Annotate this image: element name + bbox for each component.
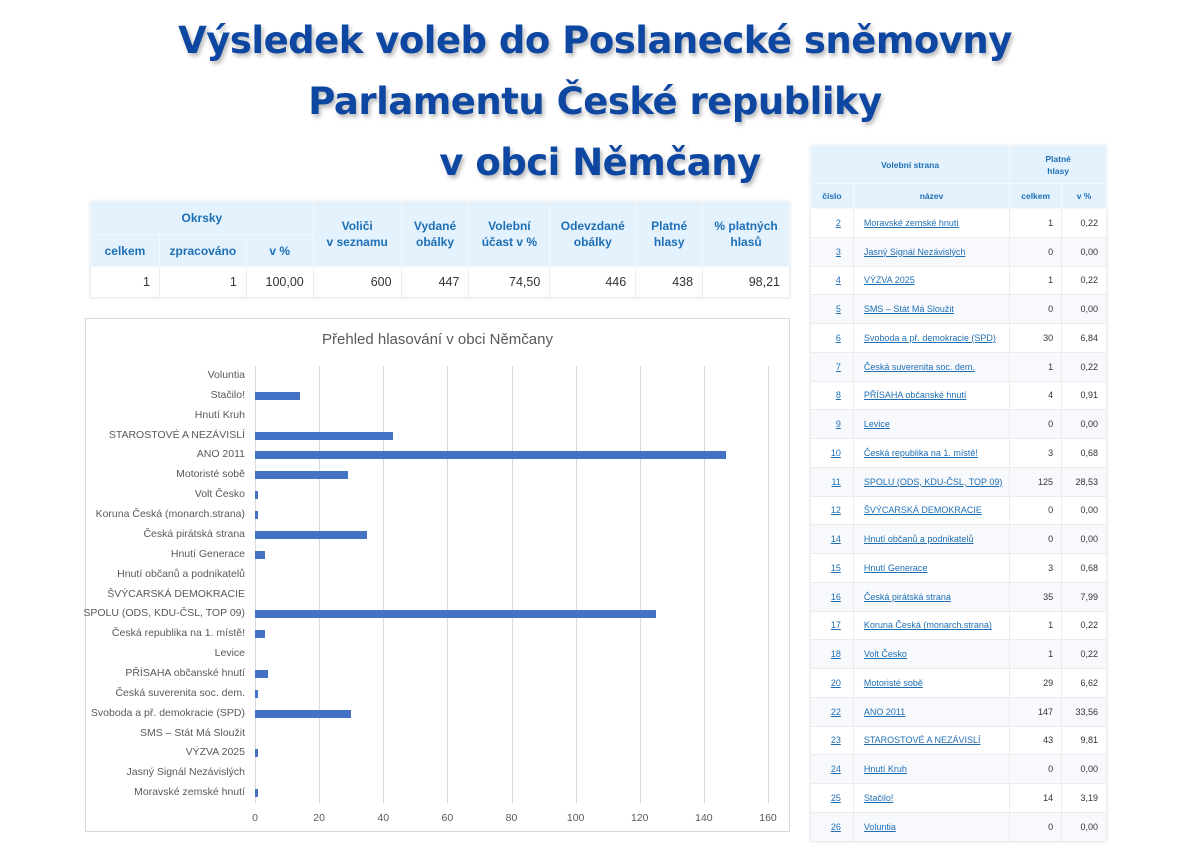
header-pct: v % xyxy=(1062,184,1107,209)
bar xyxy=(255,670,268,678)
bar xyxy=(255,690,258,698)
votes-total: 147 xyxy=(1010,697,1062,726)
bar xyxy=(255,392,300,400)
party-name-cell xyxy=(853,381,1009,410)
votes-pct: 0,00 xyxy=(1062,237,1107,266)
party-number-link[interactable]: 12 xyxy=(830,505,841,516)
party-number-cell xyxy=(811,640,854,669)
party-number-link[interactable]: 3 xyxy=(835,246,841,257)
title-line-1: Výsledek voleb do Poslanecké sněmovny xyxy=(178,19,1012,62)
bar xyxy=(255,432,393,440)
party-number-cell xyxy=(811,266,854,295)
category-label: Volt Česko xyxy=(194,488,245,501)
header-platne: Platné hlasy xyxy=(636,202,703,267)
party-name-cell xyxy=(853,410,1009,439)
party-name-link[interactable]: Stačilo! xyxy=(863,792,894,803)
party-number-link[interactable]: 17 xyxy=(830,620,841,631)
plot-area xyxy=(83,366,768,803)
table-row xyxy=(811,669,1107,698)
votes-pct: 0,22 xyxy=(1062,640,1107,669)
category-label: Levice xyxy=(214,647,245,660)
bar xyxy=(255,789,258,797)
category-label: Svoboda a př. demokracie (SPD) xyxy=(90,706,245,719)
category-label: Moravské zemské hnutí xyxy=(134,786,245,799)
party-number-cell xyxy=(811,582,854,611)
votes-pct: 9,81 xyxy=(1062,726,1107,755)
x-tick-label: 0 xyxy=(252,812,258,824)
header-strana: Volební strana xyxy=(811,146,1010,184)
category-label: STAROSTOVÉ A NEZÁVISLÍ xyxy=(108,428,245,441)
party-number-link[interactable]: 16 xyxy=(830,591,841,602)
category-label: ŠVÝCARSKÁ DEMOKRACIE xyxy=(107,587,245,600)
votes-pct: 0,22 xyxy=(1062,266,1107,295)
chart-category xyxy=(176,465,768,485)
header-odevzdane: Odevzdané obálky xyxy=(550,202,636,267)
category-label: Koruna Česká (monarch.strana) xyxy=(95,508,245,521)
party-number-cell xyxy=(811,812,854,841)
votes-total: 3 xyxy=(1010,554,1062,583)
party-name-link[interactable]: Motoristé sobě xyxy=(863,677,923,688)
chart-category xyxy=(196,445,768,465)
chart-category xyxy=(194,406,768,426)
chart-category xyxy=(95,505,768,525)
votes-pct: 0,00 xyxy=(1062,812,1107,841)
chart-category xyxy=(207,366,768,386)
party-name-link[interactable]: PŘÍSAHA občanské hnutí xyxy=(863,390,967,401)
category-label: Česká republika na 1. místě! xyxy=(111,627,245,640)
header-okrsky: Okrsky xyxy=(91,202,314,235)
party-number-link[interactable]: 2 xyxy=(835,217,841,228)
party-name-link[interactable]: Jasný Signál Nezávislých xyxy=(863,246,966,257)
party-number-link[interactable]: 22 xyxy=(830,706,841,717)
party-number-link[interactable]: 7 xyxy=(835,361,841,372)
header-okrsky-zpracovano: zpracováno xyxy=(159,235,246,267)
party-name-cell xyxy=(853,726,1009,755)
votes-total: 1 xyxy=(1010,352,1062,381)
x-tick-label: 80 xyxy=(505,812,518,824)
votes-pct: 6,62 xyxy=(1062,669,1107,698)
party-number-cell xyxy=(811,784,854,813)
party-number-cell xyxy=(811,352,854,381)
votes-total: 0 xyxy=(1010,812,1062,841)
table-row xyxy=(811,352,1107,381)
party-name-link[interactable]: Levice xyxy=(863,419,890,430)
x-tick-label: 20 xyxy=(313,812,325,824)
chart-category xyxy=(194,485,768,505)
party-name-cell xyxy=(853,640,1009,669)
party-name-link[interactable]: Koruna Česká (monarch.strana) xyxy=(863,620,992,631)
party-number-link[interactable]: 20 xyxy=(830,677,841,688)
votes-total: 0 xyxy=(1010,755,1062,784)
party-number-cell xyxy=(811,611,854,640)
votes-pct: 0,00 xyxy=(1062,496,1107,525)
votes-total: 125 xyxy=(1010,467,1062,496)
votes-total: 0 xyxy=(1010,295,1062,324)
header-nazev: název xyxy=(853,184,1009,209)
table-row xyxy=(811,209,1107,238)
party-number-link[interactable]: 10 xyxy=(830,447,841,458)
party-name-link[interactable]: VÝZVA 2025 xyxy=(863,275,915,286)
votes-total: 1 xyxy=(1010,640,1062,669)
title-line-2: Parlamentu České republiky xyxy=(308,80,882,123)
okrsky-celkem: 1 xyxy=(91,267,160,298)
party-name-cell xyxy=(853,784,1009,813)
table-row xyxy=(811,266,1107,295)
party-name-cell xyxy=(853,554,1009,583)
category-label: SMS – Stát Má Sloužit xyxy=(139,726,245,739)
table-row xyxy=(811,237,1107,266)
x-tick-label: 60 xyxy=(441,812,454,824)
votes-pct: 0,00 xyxy=(1062,525,1107,554)
party-name-cell xyxy=(853,352,1009,381)
party-number-link[interactable]: 26 xyxy=(830,821,841,832)
party-number-link[interactable]: 23 xyxy=(830,735,841,746)
chart-category xyxy=(90,704,768,724)
header-okrsky-pct: v % xyxy=(246,235,313,267)
category-label: Stačilo! xyxy=(210,388,245,401)
votes-pct: 0,22 xyxy=(1062,352,1107,381)
party-name-cell xyxy=(853,295,1009,324)
odevzdane: 446 xyxy=(550,267,636,298)
table-row xyxy=(811,784,1107,813)
category-label: Motoristé sobě xyxy=(176,468,245,481)
header-ucast: Volební účast v % xyxy=(469,202,550,267)
chart-category xyxy=(210,386,768,406)
bar-chart xyxy=(85,318,790,832)
votes-pct: 0,68 xyxy=(1062,439,1107,468)
party-number-cell xyxy=(811,237,854,266)
table-row xyxy=(811,726,1107,755)
table-row xyxy=(811,410,1107,439)
x-tick-label: 120 xyxy=(630,812,649,824)
chart-title: Přehled hlasování v obci Němčany xyxy=(322,331,553,348)
party-name-link[interactable]: Svoboda a př. demokracie (SPD) xyxy=(863,332,996,343)
votes-pct: 0,00 xyxy=(1062,755,1107,784)
party-number-link[interactable]: 8 xyxy=(835,390,841,401)
votes-total: 3 xyxy=(1010,439,1062,468)
volici: 600 xyxy=(313,267,401,298)
party-name-link[interactable]: Hnutí Generace xyxy=(863,562,928,573)
results-table xyxy=(810,145,1107,842)
table-row xyxy=(811,295,1107,324)
table-row xyxy=(811,381,1107,410)
header-pct-platnych: % platných hlasů xyxy=(703,202,790,267)
votes-total: 29 xyxy=(1010,669,1062,698)
table-row xyxy=(811,582,1107,611)
chart-category xyxy=(125,664,768,684)
vydane: 447 xyxy=(401,267,469,298)
party-name-cell xyxy=(853,324,1009,353)
party-name-link[interactable]: Česká pirátská strana xyxy=(863,591,951,602)
bar xyxy=(255,491,258,499)
chart-category xyxy=(108,426,768,446)
header-cislo: číslo xyxy=(811,184,854,209)
votes-pct: 0,68 xyxy=(1062,554,1107,583)
party-number-link[interactable]: 18 xyxy=(830,649,841,660)
header-platne-hlasy: Platné hlasy xyxy=(1010,146,1107,184)
votes-pct: 0,91 xyxy=(1062,381,1107,410)
title-line-3: v obci Němčany xyxy=(439,141,761,184)
table-row xyxy=(811,554,1107,583)
table-row xyxy=(811,812,1107,841)
category-label: Jasný Signál Nezávislých xyxy=(126,766,245,779)
party-number-cell xyxy=(811,697,854,726)
votes-total: 0 xyxy=(1010,237,1062,266)
party-name-cell xyxy=(853,439,1009,468)
summary-table xyxy=(90,201,790,298)
category-label: Česká suverenita soc. dem. xyxy=(115,686,245,699)
party-name-cell xyxy=(853,812,1009,841)
category-label: ANO 2011 xyxy=(196,448,245,461)
party-name-link[interactable]: Voluntia xyxy=(863,821,896,832)
pct-platnych: 98,21 xyxy=(703,267,790,298)
party-name-link[interactable]: ŠVÝCARSKÁ DEMOKRACIE xyxy=(863,505,982,516)
party-name-link[interactable]: ANO 2011 xyxy=(863,706,906,717)
party-name-link[interactable]: SPOLU (ODS, KDU-ČSL, TOP 09) xyxy=(863,476,1003,487)
party-number-cell xyxy=(811,669,854,698)
bar xyxy=(255,610,656,618)
party-name-cell xyxy=(853,525,1009,554)
bar xyxy=(255,630,265,638)
party-name-cell xyxy=(853,755,1009,784)
party-name-link[interactable]: Volt Česko xyxy=(863,649,907,660)
party-number-cell xyxy=(811,324,854,353)
party-name-link[interactable]: Česká republika na 1. místě! xyxy=(863,447,978,458)
chart-category xyxy=(115,684,768,704)
table-row xyxy=(811,755,1107,784)
party-number-cell xyxy=(811,726,854,755)
x-tick-label: 160 xyxy=(759,812,777,824)
x-tick-label: 40 xyxy=(377,812,390,824)
votes-pct: 0,22 xyxy=(1062,611,1107,640)
chart-category xyxy=(83,604,768,624)
votes-pct: 0,22 xyxy=(1062,209,1107,238)
party-name-link[interactable]: Hnutí Kruh xyxy=(863,764,907,775)
category-label: VÝZVA 2025 xyxy=(185,746,245,759)
chart-category xyxy=(139,724,768,744)
votes-total: 0 xyxy=(1010,525,1062,554)
header-okrsky-celkem: celkem xyxy=(91,235,160,267)
votes-total: 1 xyxy=(1010,266,1062,295)
bar xyxy=(255,511,258,519)
party-name-cell xyxy=(853,266,1009,295)
votes-pct: 28,53 xyxy=(1062,467,1107,496)
party-number-cell xyxy=(811,381,854,410)
votes-total: 4 xyxy=(1010,381,1062,410)
party-number-link[interactable]: 14 xyxy=(830,534,841,545)
table-row xyxy=(811,611,1107,640)
x-tick-label: 140 xyxy=(695,812,713,824)
bar xyxy=(255,749,258,757)
party-number-link[interactable]: 6 xyxy=(835,332,841,343)
bar xyxy=(255,551,265,559)
party-number-cell xyxy=(811,467,854,496)
category-label: Hnutí Kruh xyxy=(194,408,245,421)
party-name-cell xyxy=(853,496,1009,525)
header-celkem: celkem xyxy=(1010,184,1062,209)
party-number-cell xyxy=(811,554,854,583)
votes-total: 30 xyxy=(1010,324,1062,353)
category-label: Česká pirátská strana xyxy=(143,527,245,540)
chart-category xyxy=(117,565,768,585)
table-row xyxy=(811,496,1107,525)
party-number-cell xyxy=(811,496,854,525)
table-row xyxy=(811,525,1107,554)
party-name-cell xyxy=(853,467,1009,496)
party-number-link[interactable]: 11 xyxy=(831,476,841,487)
bar xyxy=(255,531,367,539)
summary-row xyxy=(91,267,790,298)
party-number-link[interactable]: 15 xyxy=(830,562,841,573)
platne: 438 xyxy=(636,267,703,298)
party-name-link[interactable]: Moravské zemské hnutí xyxy=(863,217,959,228)
votes-total: 1 xyxy=(1010,611,1062,640)
chart-category xyxy=(126,763,768,783)
bar xyxy=(255,710,351,718)
party-name-cell xyxy=(853,209,1009,238)
category-label: Voluntia xyxy=(207,369,245,381)
table-row xyxy=(811,324,1107,353)
party-number-cell xyxy=(811,525,854,554)
votes-total: 35 xyxy=(1010,582,1062,611)
party-number-cell xyxy=(811,439,854,468)
votes-total: 1 xyxy=(1010,209,1062,238)
votes-pct: 3,19 xyxy=(1062,784,1107,813)
okrsky-zpracovano: 1 xyxy=(159,267,246,298)
party-number-link[interactable]: 24 xyxy=(830,764,841,775)
party-name-cell xyxy=(853,697,1009,726)
party-number-link[interactable]: 9 xyxy=(835,419,841,430)
chart-category xyxy=(143,525,768,545)
chart-category xyxy=(107,585,768,605)
party-name-cell xyxy=(853,237,1009,266)
table-row xyxy=(811,640,1107,669)
ucast: 74,50 xyxy=(469,267,550,298)
okrsky-pct: 100,00 xyxy=(246,267,313,298)
chart-category xyxy=(185,743,768,763)
votes-total: 0 xyxy=(1010,410,1062,439)
votes-pct: 0,00 xyxy=(1062,295,1107,324)
category-label: Hnutí občanů a podnikatelů xyxy=(117,567,245,580)
chart-category xyxy=(111,624,768,644)
party-name-link[interactable]: SMS – Stát Má Sloužit xyxy=(863,304,954,315)
category-label: SPOLU (ODS, KDU-ČSL, TOP 09) xyxy=(83,607,245,620)
votes-pct: 0,00 xyxy=(1062,410,1107,439)
bar xyxy=(255,451,726,459)
header-volici: Voliči v seznamu xyxy=(313,202,401,267)
party-number-cell xyxy=(811,410,854,439)
party-name-cell xyxy=(853,611,1009,640)
party-number-cell xyxy=(811,209,854,238)
bar xyxy=(255,471,348,479)
votes-pct: 7,99 xyxy=(1062,582,1107,611)
party-name-cell xyxy=(853,669,1009,698)
table-row xyxy=(811,467,1107,496)
party-number-link[interactable]: 5 xyxy=(835,304,841,315)
party-number-cell xyxy=(811,755,854,784)
party-number-link[interactable]: 4 xyxy=(835,275,841,286)
chart-category xyxy=(170,545,768,565)
votes-pct: 33,56 xyxy=(1062,697,1107,726)
votes-total: 0 xyxy=(1010,496,1062,525)
x-tick-label: 100 xyxy=(566,812,585,824)
party-name-link[interactable]: Hnutí občanů a podnikatelů xyxy=(863,534,974,545)
votes-total: 14 xyxy=(1010,784,1062,813)
votes-total: 43 xyxy=(1010,726,1062,755)
party-number-link[interactable]: 25 xyxy=(830,792,841,803)
party-number-cell xyxy=(811,295,854,324)
category-label: PŘÍSAHA občanské hnutí xyxy=(125,666,245,679)
party-name-cell xyxy=(853,582,1009,611)
gridline xyxy=(768,366,769,803)
table-row xyxy=(811,439,1107,468)
table-row xyxy=(811,697,1107,726)
chart-category xyxy=(134,783,768,803)
votes-pct: 6,84 xyxy=(1062,324,1107,353)
party-name-link[interactable]: Česká suverenita soc. dem. xyxy=(863,361,975,372)
category-label: Hnutí Generace xyxy=(170,547,245,560)
party-name-link[interactable]: STAROSTOVÉ A NEZÁVISLÍ xyxy=(863,735,981,746)
chart-category xyxy=(214,644,768,664)
header-vydane: Vydané obálky xyxy=(401,202,469,267)
